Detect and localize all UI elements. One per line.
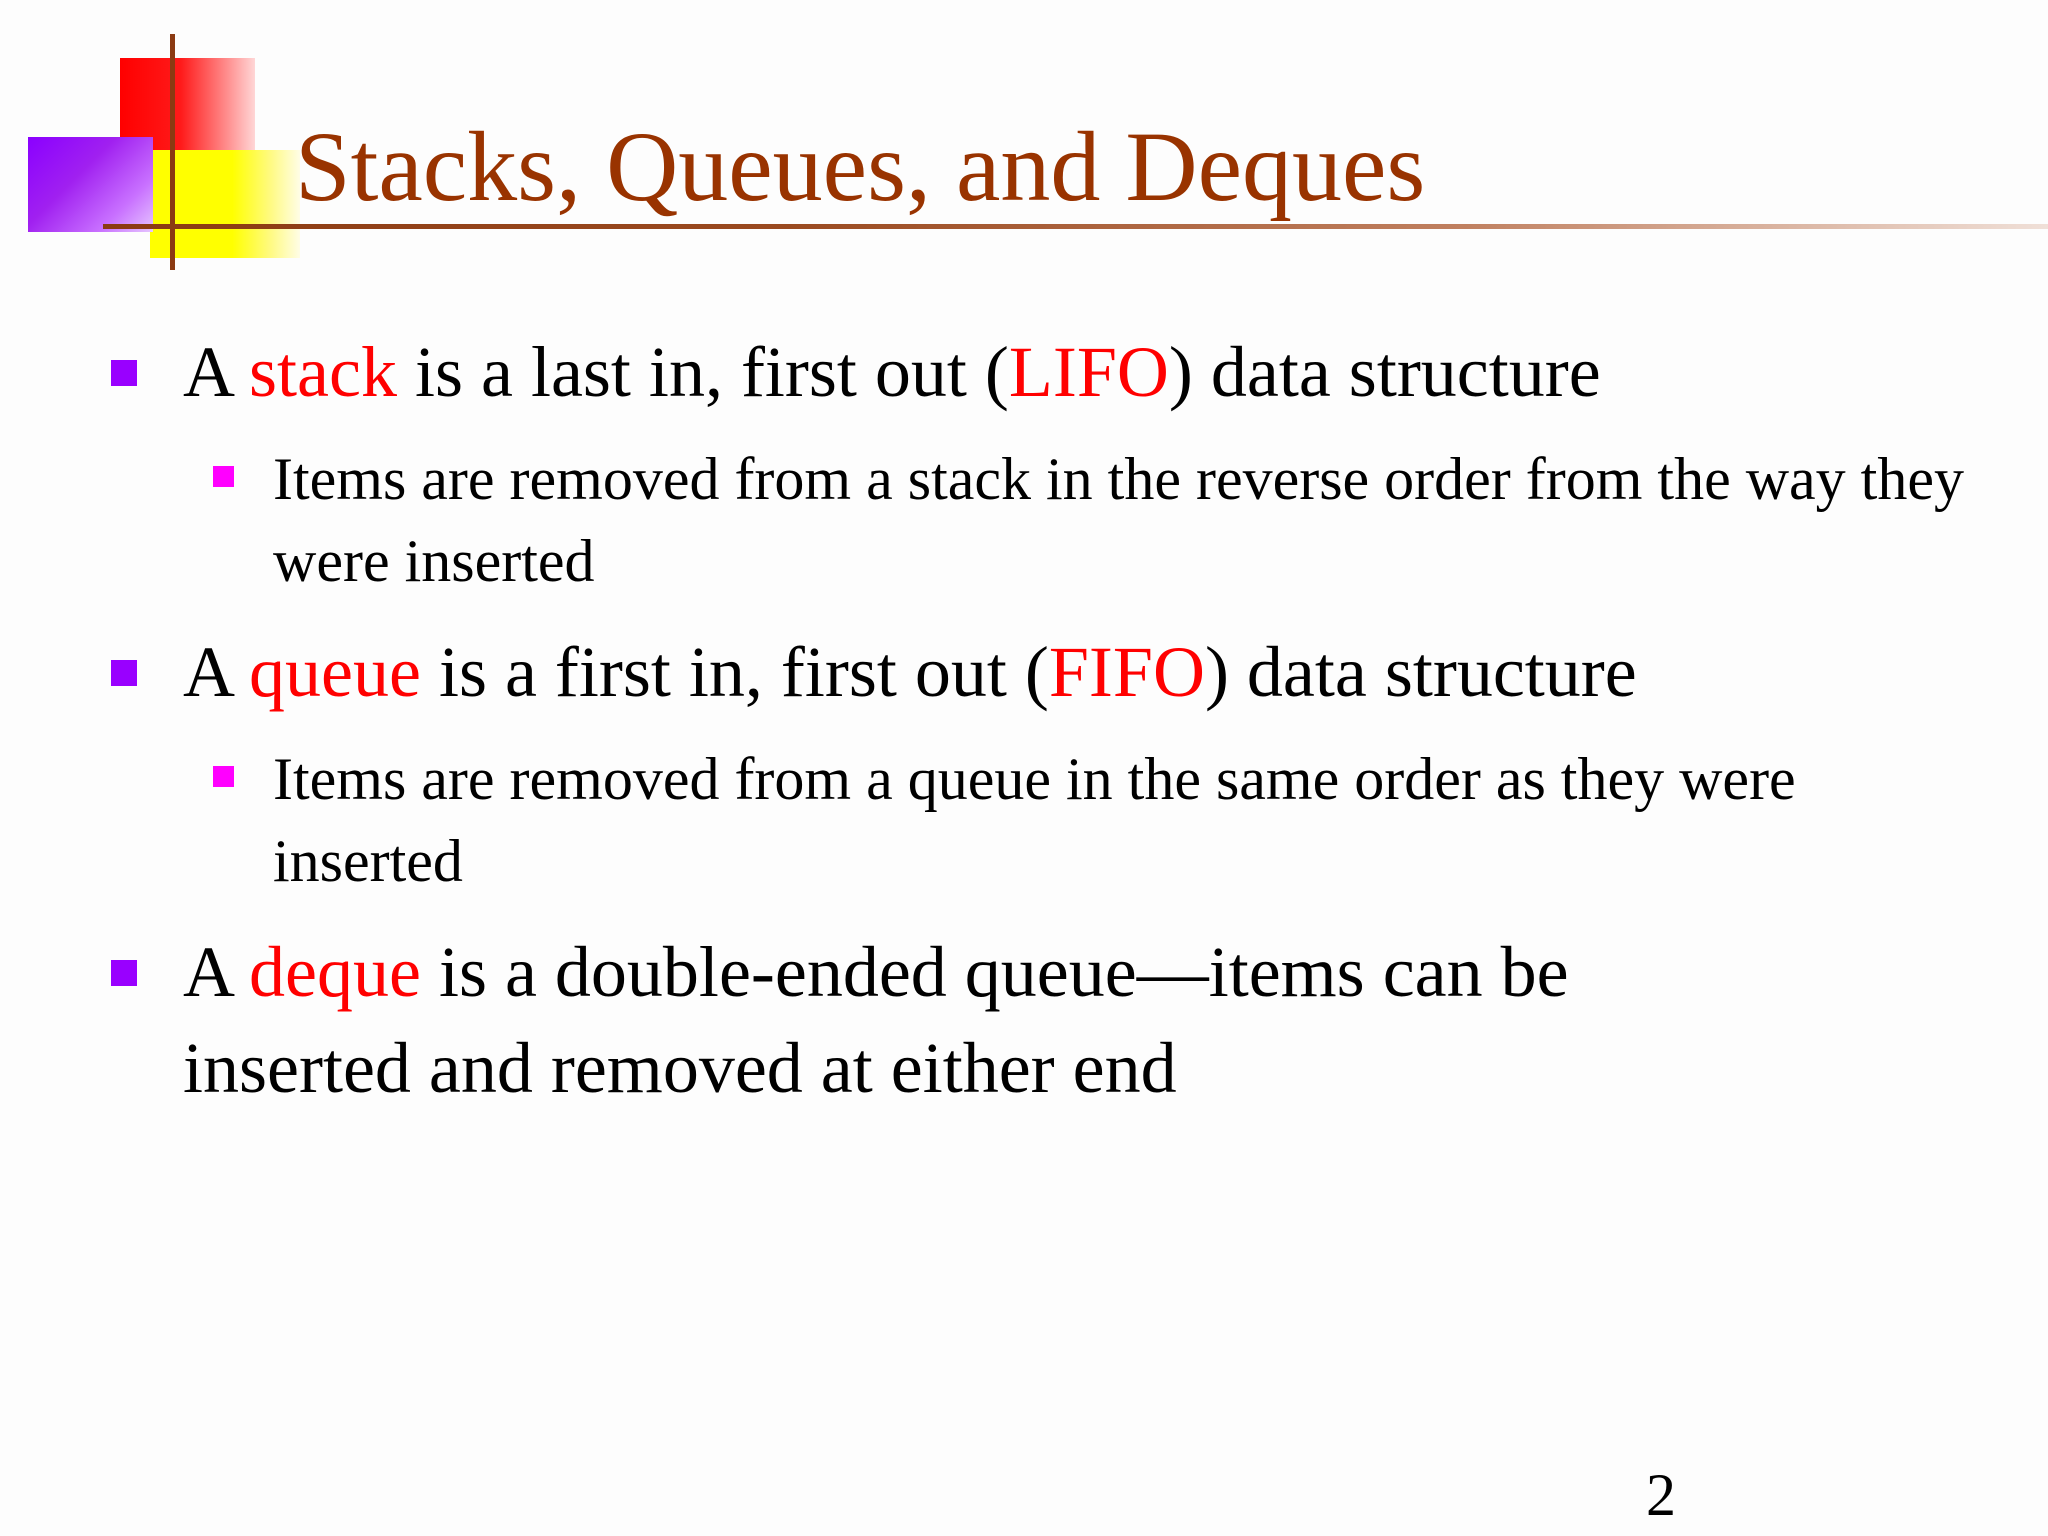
bullet-text: A	[183, 332, 250, 412]
square-bullet-icon	[213, 466, 234, 487]
bullet-queue	[183, 624, 1863, 720]
title-underline	[103, 224, 2048, 229]
square-bullet-icon	[111, 960, 137, 986]
bullet-text: is a first in, first out (	[420, 632, 1049, 712]
sub-bullet-stack	[273, 438, 1973, 602]
bullet-text: is a last in, first out (	[396, 332, 1009, 412]
page-number: 2	[1646, 1462, 1676, 1528]
bullet-stack	[183, 324, 1863, 420]
square-bullet-icon	[111, 360, 137, 386]
slide-title: Stacks, Queues, and Deques	[295, 111, 1426, 222]
term-deque: deque	[249, 932, 421, 1012]
term-queue: queue	[249, 632, 421, 712]
square-bullet-icon	[213, 766, 234, 787]
sub-bullet-queue	[273, 738, 1973, 902]
bullet-text: A	[183, 932, 250, 1012]
bullet-text: ) data structure	[1168, 332, 1601, 412]
bullet-deque	[183, 924, 1763, 1116]
sub-bullet-text: Items are removed from a queue in the same order as they were inserted	[273, 746, 1796, 894]
bullet-text: A	[183, 632, 250, 712]
logo-vertical-line	[170, 34, 175, 270]
term-lifo: LIFO	[1008, 332, 1169, 412]
term-fifo: FIFO	[1048, 632, 1205, 712]
term-stack: stack	[249, 332, 397, 412]
sub-bullet-text: Items are removed from a stack in the reverse order from the way they were inserted	[273, 446, 1964, 594]
bullet-text: ) data structure	[1204, 632, 1637, 712]
square-bullet-icon	[111, 660, 137, 686]
logo-purple-square	[28, 137, 153, 232]
bullet-text: is a double-ended queue—items can be inserted and removed at either end	[183, 932, 1569, 1108]
